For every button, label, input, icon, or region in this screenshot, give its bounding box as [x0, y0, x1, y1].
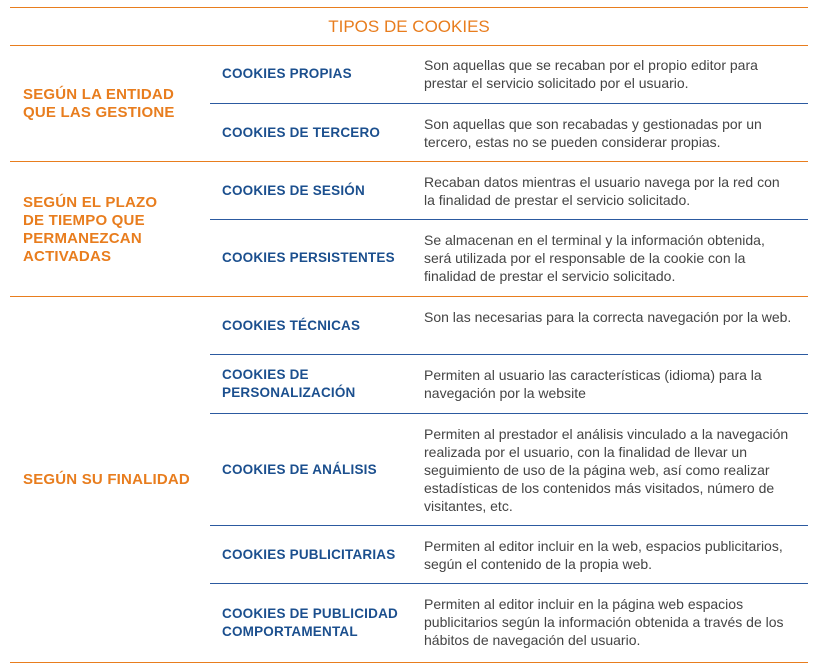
cookie-type-name: COOKIES DE ANÁLISIS — [222, 462, 377, 477]
cookie-type-name: COOKIES PROPIAS — [222, 66, 352, 81]
table-row — [210, 162, 808, 220]
cookie-type-name: COOKIES DE PUBLICIDAD COMPORTAMENTAL — [222, 606, 398, 639]
cookie-type-name: COOKIES TÉCNICAS — [222, 318, 361, 333]
table-row — [210, 297, 808, 355]
cookie-type-description: Permiten al editor incluir en la página web espacios publicitarios según la información obtenida a través de los hábitos de navegación del usuario. — [424, 596, 784, 648]
table-row — [210, 104, 808, 161]
cookie-type-description: Son aquellas que se recaban por el propio editor para prestar el servicio solicitado por el usuario. — [424, 57, 758, 91]
table-title: TIPOS DE COOKIES — [10, 7, 808, 46]
cookie-type-description: Son aquellas que son recabadas y gestionadas por un tercero, estas no se pueden considerar propias. — [424, 116, 762, 150]
group-finalidad — [10, 297, 808, 663]
cookie-type-description: Permiten al prestador el análisis vinculado a la navegación realizada por el usuario, con la finalidad de llevar un seguimiento de uso de la página web, así como realizar estadísticas de los contenidos más visitados, número de visitantes, etc. — [424, 426, 789, 514]
category-label: SEGÚN EL PLAZO DE TIEMPO QUE PERMANEZCAN ACTIVADAS — [23, 194, 158, 265]
table-row — [210, 414, 808, 526]
table-row — [210, 526, 808, 584]
cookie-type-name: COOKIES PERSISTENTES — [222, 250, 395, 265]
category-label: SEGÚN SU FINALIDAD — [23, 471, 190, 488]
category-label: SEGÚN LA ENTIDAD QUE LAS GESTIONE — [23, 86, 175, 121]
table-row — [210, 45, 808, 104]
cookie-type-description: Se almacenan en el terminal y la información obtenida, será utilizada por el responsable de la cookie con la finalidad de prestar el servicio solicitado. — [424, 232, 765, 284]
group-entidad — [10, 45, 808, 162]
group-plazo — [10, 162, 808, 297]
cookie-type-description: Recaban datos mientras el usuario navega por la red con la finalidad de prestar el servicio solicitado. — [424, 174, 780, 208]
table-row — [210, 584, 808, 662]
cookie-type-description: Son las necesarias para la correcta navegación por la web. — [424, 309, 792, 325]
cookie-type-name: COOKIES PUBLICITARIAS — [222, 547, 396, 562]
table-row — [210, 355, 808, 414]
cookie-type-name: COOKIES DE SESIÓN — [222, 183, 365, 198]
cookie-type-description: Permiten al usuario las características (idioma) para la navegación por la website — [424, 367, 762, 401]
cookie-type-name: COOKIES DE TERCERO — [222, 125, 381, 140]
cookie-type-description: Permiten al editor incluir en la web, espacios publicitarios, según el contenido de la propia web. — [424, 538, 783, 572]
cookie-type-name: COOKIES DE PERSONALIZACIÓN — [222, 367, 356, 400]
table-row — [210, 220, 808, 296]
